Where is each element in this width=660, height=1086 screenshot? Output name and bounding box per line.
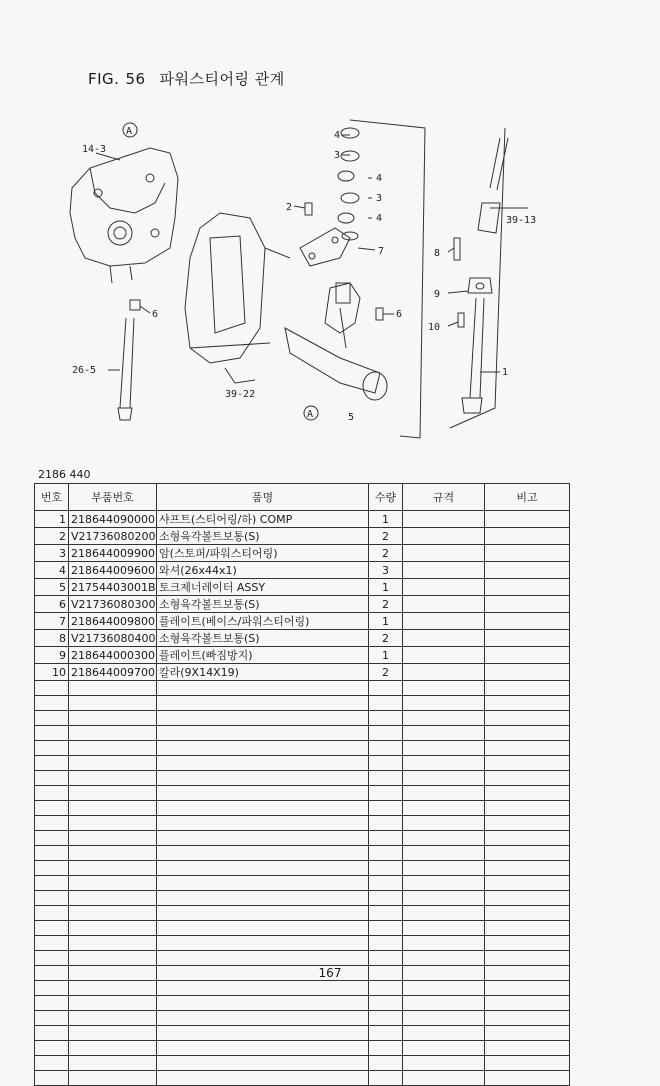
fig-title-text: 파워스티어링 관계 xyxy=(159,70,285,88)
callout-4-c: 4 xyxy=(376,213,383,224)
table-row-empty xyxy=(35,951,570,966)
cell-no: 1 xyxy=(35,511,69,528)
cell-spec xyxy=(403,562,485,579)
cell-qty: 1 xyxy=(369,579,403,596)
table-row-empty xyxy=(35,816,570,831)
cell-name: 샤프트(스티어링/하) COMP xyxy=(157,511,369,528)
callout-7: 7 xyxy=(378,246,385,257)
cell-no: 3 xyxy=(35,545,69,562)
table-row-empty xyxy=(35,681,570,696)
header-no: 번호 xyxy=(35,484,69,511)
exploded-parts-diagram xyxy=(50,108,610,453)
header-note: 비고 xyxy=(485,484,570,511)
cell-qty: 2 xyxy=(369,596,403,613)
cell-spec xyxy=(403,528,485,545)
cell-qty: 1 xyxy=(369,647,403,664)
cell-note xyxy=(485,528,570,545)
bracket-line xyxy=(350,120,425,438)
cell-no: 5 xyxy=(35,579,69,596)
callout-4-b: 4 xyxy=(376,173,383,184)
header-part-number: 부품번호 xyxy=(69,484,157,511)
table-row-empty xyxy=(35,876,570,891)
table-row-empty xyxy=(35,696,570,711)
table-row xyxy=(35,630,570,647)
table-row-empty xyxy=(35,741,570,756)
figure-title xyxy=(88,68,285,89)
table-row-empty xyxy=(35,1026,570,1041)
cell-part: V21736080300 xyxy=(69,596,157,613)
parts-table xyxy=(34,483,570,1086)
cell-qty: 3 xyxy=(369,562,403,579)
cell-note xyxy=(485,613,570,630)
table-row-empty xyxy=(35,726,570,741)
document-code: 2186 440 xyxy=(38,468,91,481)
cell-spec xyxy=(403,664,485,681)
callout-10: 10 xyxy=(428,322,441,333)
table-row-empty xyxy=(35,771,570,786)
table-row-empty xyxy=(35,1071,570,1086)
callout-3-b: 3 xyxy=(376,193,383,204)
lower-shaft-drawing xyxy=(118,300,140,420)
cell-name: 칼라(9X14X19) xyxy=(157,664,369,681)
table-row-empty xyxy=(35,1011,570,1026)
callout-6-right: 6 xyxy=(396,309,403,320)
cell-name: 소형육각볼트보통(S) xyxy=(157,630,369,647)
cell-qty: 1 xyxy=(369,511,403,528)
cell-spec xyxy=(403,596,485,613)
table-row xyxy=(35,528,570,545)
callout-39-22: 39-22 xyxy=(225,389,256,400)
cell-part: 218644090000 xyxy=(69,511,157,528)
table-row-empty xyxy=(35,801,570,816)
cell-no: 2 xyxy=(35,528,69,545)
table-row-empty xyxy=(35,921,570,936)
cell-part: V21736080400 xyxy=(69,630,157,647)
cell-qty: 2 xyxy=(369,545,403,562)
table-row-empty xyxy=(35,831,570,846)
bolt-2-drawing xyxy=(305,203,312,215)
cell-qty: 2 xyxy=(369,630,403,647)
table-header-row xyxy=(35,484,570,511)
table-row-empty xyxy=(35,936,570,951)
cell-name: 소형육각볼트보통(S) xyxy=(157,528,369,545)
table-row-empty xyxy=(35,786,570,801)
cell-part: 218644009800 xyxy=(69,613,157,630)
table-row xyxy=(35,647,570,664)
table-row-empty xyxy=(35,846,570,861)
cell-spec xyxy=(403,511,485,528)
frame-drawing xyxy=(185,213,290,383)
cell-part: 218644009600 xyxy=(69,562,157,579)
washer-stack-drawing xyxy=(338,128,359,240)
cell-no: 4 xyxy=(35,562,69,579)
parts-table-body xyxy=(35,511,570,1086)
cell-note xyxy=(485,664,570,681)
cell-qty: 2 xyxy=(369,664,403,681)
table-row-empty xyxy=(35,711,570,726)
table-row xyxy=(35,596,570,613)
cell-spec xyxy=(403,647,485,664)
cell-no: 9 xyxy=(35,647,69,664)
cell-part: V21736080200 xyxy=(69,528,157,545)
callout-5: 5 xyxy=(348,412,355,423)
torque-generator-drawing xyxy=(285,283,387,400)
cell-name: 소형육각볼트보통(S) xyxy=(157,596,369,613)
cell-name: 플레이트(빠짐방지) xyxy=(157,647,369,664)
cell-note xyxy=(485,562,570,579)
cell-note xyxy=(485,545,570,562)
cell-name: 토크제너레이터 ASSY xyxy=(157,579,369,596)
cell-note xyxy=(485,647,570,664)
callout-1: 1 xyxy=(502,367,509,378)
callout-4-a: 4 xyxy=(334,130,341,141)
cell-no: 10 xyxy=(35,664,69,681)
callout-26-5: 26-5 xyxy=(72,365,97,376)
cell-note xyxy=(485,596,570,613)
table-row-empty xyxy=(35,891,570,906)
cell-part: 21754403001B xyxy=(69,579,157,596)
transmission-housing-drawing xyxy=(70,148,178,283)
callout-9: 9 xyxy=(434,289,441,300)
table-row-empty xyxy=(35,1056,570,1071)
callout-2: 2 xyxy=(286,202,293,213)
cell-spec xyxy=(403,630,485,647)
cell-no: 7 xyxy=(35,613,69,630)
cell-no: 8 xyxy=(35,630,69,647)
cell-spec xyxy=(403,613,485,630)
callout-6-left: 6 xyxy=(152,309,159,320)
base-plate-drawing xyxy=(300,228,350,266)
table-row xyxy=(35,579,570,596)
steering-column-drawing xyxy=(450,128,528,428)
table-row xyxy=(35,664,570,681)
cell-note xyxy=(485,579,570,596)
table-row-empty xyxy=(35,906,570,921)
table-row-empty xyxy=(35,861,570,876)
diagram-svg xyxy=(50,108,610,453)
table-row-empty xyxy=(35,756,570,771)
table-row-empty xyxy=(35,1041,570,1056)
callout-14-3: 14-3 xyxy=(82,144,107,155)
cell-spec xyxy=(403,545,485,562)
table-row-empty xyxy=(35,981,570,996)
header-quantity: 수량 xyxy=(369,484,403,511)
cell-name: 플레이트(베이스/파워스티어링) xyxy=(157,613,369,630)
callout-39-13: 39-13 xyxy=(506,215,537,226)
cell-spec xyxy=(403,579,485,596)
fig-label: FIG. xyxy=(88,70,120,88)
cell-part: 218644009700 xyxy=(69,664,157,681)
callout-A-bottom: A xyxy=(307,409,314,420)
header-part-name: 품명 xyxy=(157,484,369,511)
table-row xyxy=(35,562,570,579)
callout-8: 8 xyxy=(434,248,441,259)
header-spec: 규격 xyxy=(403,484,485,511)
fig-number: 56 xyxy=(125,70,146,88)
cell-part: 218644000300 xyxy=(69,647,157,664)
cell-part: 218644009900 xyxy=(69,545,157,562)
cell-note xyxy=(485,511,570,528)
page-number: 167 xyxy=(318,966,342,980)
cell-no: 6 xyxy=(35,596,69,613)
callout-A-top: A xyxy=(126,126,133,137)
table-row xyxy=(35,545,570,562)
diagram-callouts xyxy=(72,123,536,423)
table-row xyxy=(35,613,570,630)
bolt-6-drawing xyxy=(376,308,383,320)
cell-note xyxy=(485,630,570,647)
cell-name: 암(스토퍼/파워스티어링) xyxy=(157,545,369,562)
table-row-empty xyxy=(35,996,570,1011)
cell-qty: 2 xyxy=(369,528,403,545)
cell-qty: 1 xyxy=(369,613,403,630)
cell-name: 와셔(26x44x1) xyxy=(157,562,369,579)
table-row xyxy=(35,511,570,528)
callout-3-a: 3 xyxy=(334,150,341,161)
